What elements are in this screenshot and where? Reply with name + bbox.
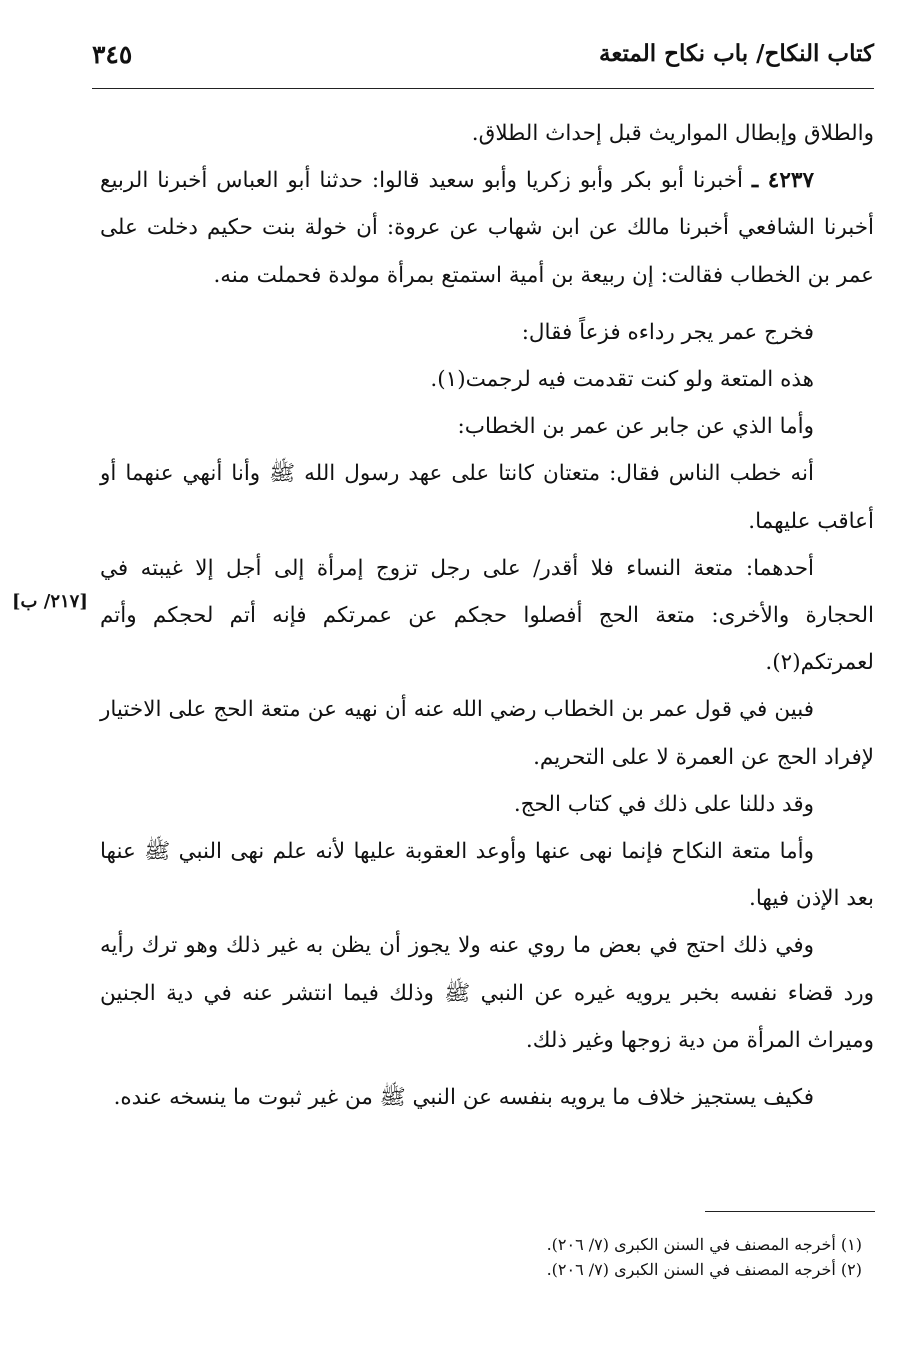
paragraph-text: وأما الذي عن جابر عن عمر بن الخطاب: xyxy=(457,414,814,440)
paragraph-text: فكيف يستجيز خلاف ما يرويه بنفسه عن النبي ﷺ من غير ثبوت ما ينسخه عنده. xyxy=(113,1085,814,1111)
paragraph-text: هذه المتعة ولو كنت تقدمت فيه لرجمت(١). xyxy=(430,367,814,393)
paragraph xyxy=(100,403,874,450)
paragraph xyxy=(100,356,874,403)
paragraph-text: وفي ذلك احتج في بعض ما روي عنه ولا يجوز أن يظن به غير ذلك وهو ترك رأيه ورد قضاء نفسه بخبر يرويه غيره عن النبي ﷺ وذلك فيما انتشر عنه في دية الجنين وميراث المرأة من دية زوجها وغير ذلك. xyxy=(100,933,874,1053)
paragraph-text: وأما متعة النكاح فإنما نهى عنها وأوعد العقوبة عليها لأنه علم نهى النبي ﷺ عنها بعد الإذن فيها. xyxy=(100,839,874,912)
paragraph xyxy=(100,110,874,157)
paragraph xyxy=(100,781,874,828)
paragraph xyxy=(100,450,874,544)
paragraph xyxy=(100,157,874,299)
paragraph-text: أحدهما: متعة النساء فلا أقدر/ على رجل تزوج إمرأة إلى أجل إلا غيبته في الحجارة والأخرى: متعة الحج أفصلوا حجكم عن عمرتكم فإنه أتم لحجكم وأتم لعمرتكم(٢). xyxy=(100,555,874,676)
running-header xyxy=(92,40,874,90)
paragraph xyxy=(100,309,874,356)
paragraph-text: أنه خطب الناس فقال: متعتان كانتا على عهد رسول الله ﷺ وأنا أنهي عنهما أو أعاقب عليهما. xyxy=(100,461,874,534)
footnote: (٢) أخرجه المصنف في السنن الكبرى (٧/ ٢٠٦). xyxy=(546,1260,862,1279)
manuscript-folio-marker: [٢١٧/ ب] xyxy=(12,591,88,612)
paragraph xyxy=(100,686,874,780)
paragraph xyxy=(100,922,874,1064)
paragraph xyxy=(100,1074,874,1121)
footnote: (١) أخرجه المصنف في السنن الكبرى (٧/ ٢٠٦). xyxy=(546,1235,862,1254)
paragraph xyxy=(100,545,874,687)
paragraph-text: والطلاق وإبطال المواريث قبل إحداث الطلاق. xyxy=(471,121,874,146)
paragraph-text: أخبرنا أبو بكر وأبو زكريا وأبو سعيد قالوا: حدثنا أبو العباس أخبرنا الربيع أخبرنا الشافعي أخبرنا مالك عن ابن شهاب عن عروة: أن خولة بنت حكيم دخلت على عمر بن الخطاب فقالت: إن ربيعة بن أمية استمتع بمرأة مولدة فحملت منه. xyxy=(100,168,874,288)
footnote-rule xyxy=(705,1211,875,1212)
paragraph-text: فبين في قول عمر بن الخطاب رضي الله عنه أن نهيه عن متعة الحج على الاختيار لإفراد الحج عن العمرة لا على التحريم. xyxy=(100,697,874,770)
paragraph-text: وقد دللنا على ذلك في كتاب الحج. xyxy=(513,791,814,817)
main-text xyxy=(100,110,874,1121)
footnotes xyxy=(547,1232,862,1282)
header-title: كتاب النكاح/ باب نكاح المتعة xyxy=(599,40,874,67)
hadith-number: ٤٢٣٧ ـ xyxy=(751,168,814,194)
paragraph xyxy=(100,828,874,922)
header-rule xyxy=(92,88,874,89)
page-number: ٣٤٥ xyxy=(92,40,133,69)
paragraph-text: فخرج عمر يجر رداءه فزعاً فقال: xyxy=(521,319,814,345)
